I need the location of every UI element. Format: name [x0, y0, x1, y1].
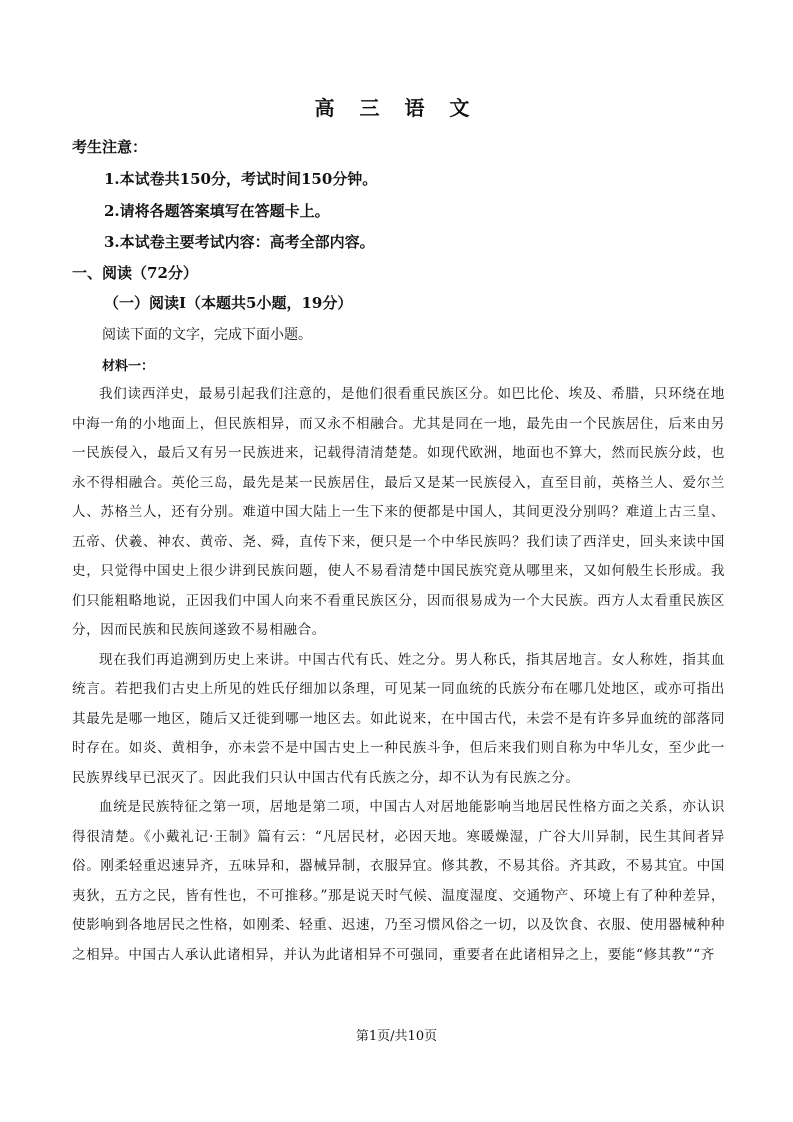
- notice-label: 考生注意：: [72, 138, 148, 156]
- reading-instruction: 阅读下面的文字，完成下面小题。: [102, 327, 312, 343]
- paragraph: 血统是民族特征之第一项，居地是第二项，中国古人对居地能影响当地居民性格方面之关系，亦认识得很清楚。《小戴礼记·王制》篇有云：“凡居民材，必因天地。寒暖燥湿，广谷大川异制，民生其间者异俗。刚柔轻重迟速异齐，五味异和，器械异制，衣服异宜。修其教，不易其俗。齐其政，不易其宜。中国夷狄，五方之民，皆有性也，不可推移。”那是说天时气候、温度湿度、交通物产、环境上有了种种差异，使影响到各地居民之性格，如刚柔、轻重、迟速，乃至习惯风俗之一切，以及饮食、衣服、使用器械种种之相异。中国古人承认此诸相异，并认为此诸相异不可强同，重要者在此诸相异之上，要能“修其教”“齐: [72, 799, 725, 963]
- paragraph: 现在我们再追溯到历史上来讲。中国古代有氏、姓之分。男人称氏，指其居地言。女人称姓，指其血统言。若把我们古史上所见的姓氏仔细加以条理，可见某一同血统的氏族分布在哪几处地区，或亦可指出其最先是哪一地区，随后又迁徙到哪一地区去。如此说来，在中国古代，未尝不是有许多异血统的部落同时存在。如炎、黄相争，亦未尝不是中国古史上一种民族斗争，但后来我们则自称为中华儿女，至少此一民族界线早已泯灭了。因此我们只认中国古代有氏族之分，却不认为有民族之分。: [72, 651, 725, 786]
- subsection-heading: （一）阅读Ⅰ（本题共5小题，19分）: [104, 294, 353, 312]
- notice-item-1: 1.本试卷共150分，考试时间150分钟。: [104, 170, 378, 188]
- page-title: 高 三 语 文: [314, 96, 479, 120]
- material-body: [72, 380, 725, 970]
- material-label: 材料一：: [102, 359, 155, 374]
- page-number: 第1页/共10页: [355, 1029, 438, 1044]
- paragraph: 我们读西洋史，最易引起我们注意的，是他们很看重民族区分。如巴比伦、埃及、希腊，只环绕在地中海一角的小地面上，但民族相异，而又永不相融合。尤其是同在一地，最先由一个民族居住，后来由另一民族侵入，最后又有另一民族进来，记载得清清楚楚。如现代欧洲，地面也不算大，然而民族分歧，也永不得相融合。英伦三岛，最先是某一民族居住，最后又是某一民族侵入，直至目前，英格兰人、爱尔兰人、苏格兰人，还有分别。难道中国大陆上一生下来的便都是中国人，其间更没分别吗？难道上古三皇、五帝、伏羲、神农、黄帝、尧、舜，直传下来，便只是一个中华民族吗？我们读了西洋史，回头来读中国史，只觉得中国史上很少讲到民族问题，使人不易看清楚中国民族究竟从哪里来，又如何般生长形成。我们只能粗略地说，正因我们中国人向来不看重民族区分，因而很易成为一个大民族。西方人太看重民族区分，因而民族和民族间遂致不易相融合。: [72, 386, 725, 638]
- notice-item-3: 3.本试卷主要考试内容：高考全部内容。: [104, 233, 375, 251]
- notice-item-2: 2.请将各题答案填写在答题卡上。: [104, 202, 330, 220]
- section-heading: 一、阅读（72分）: [72, 264, 198, 282]
